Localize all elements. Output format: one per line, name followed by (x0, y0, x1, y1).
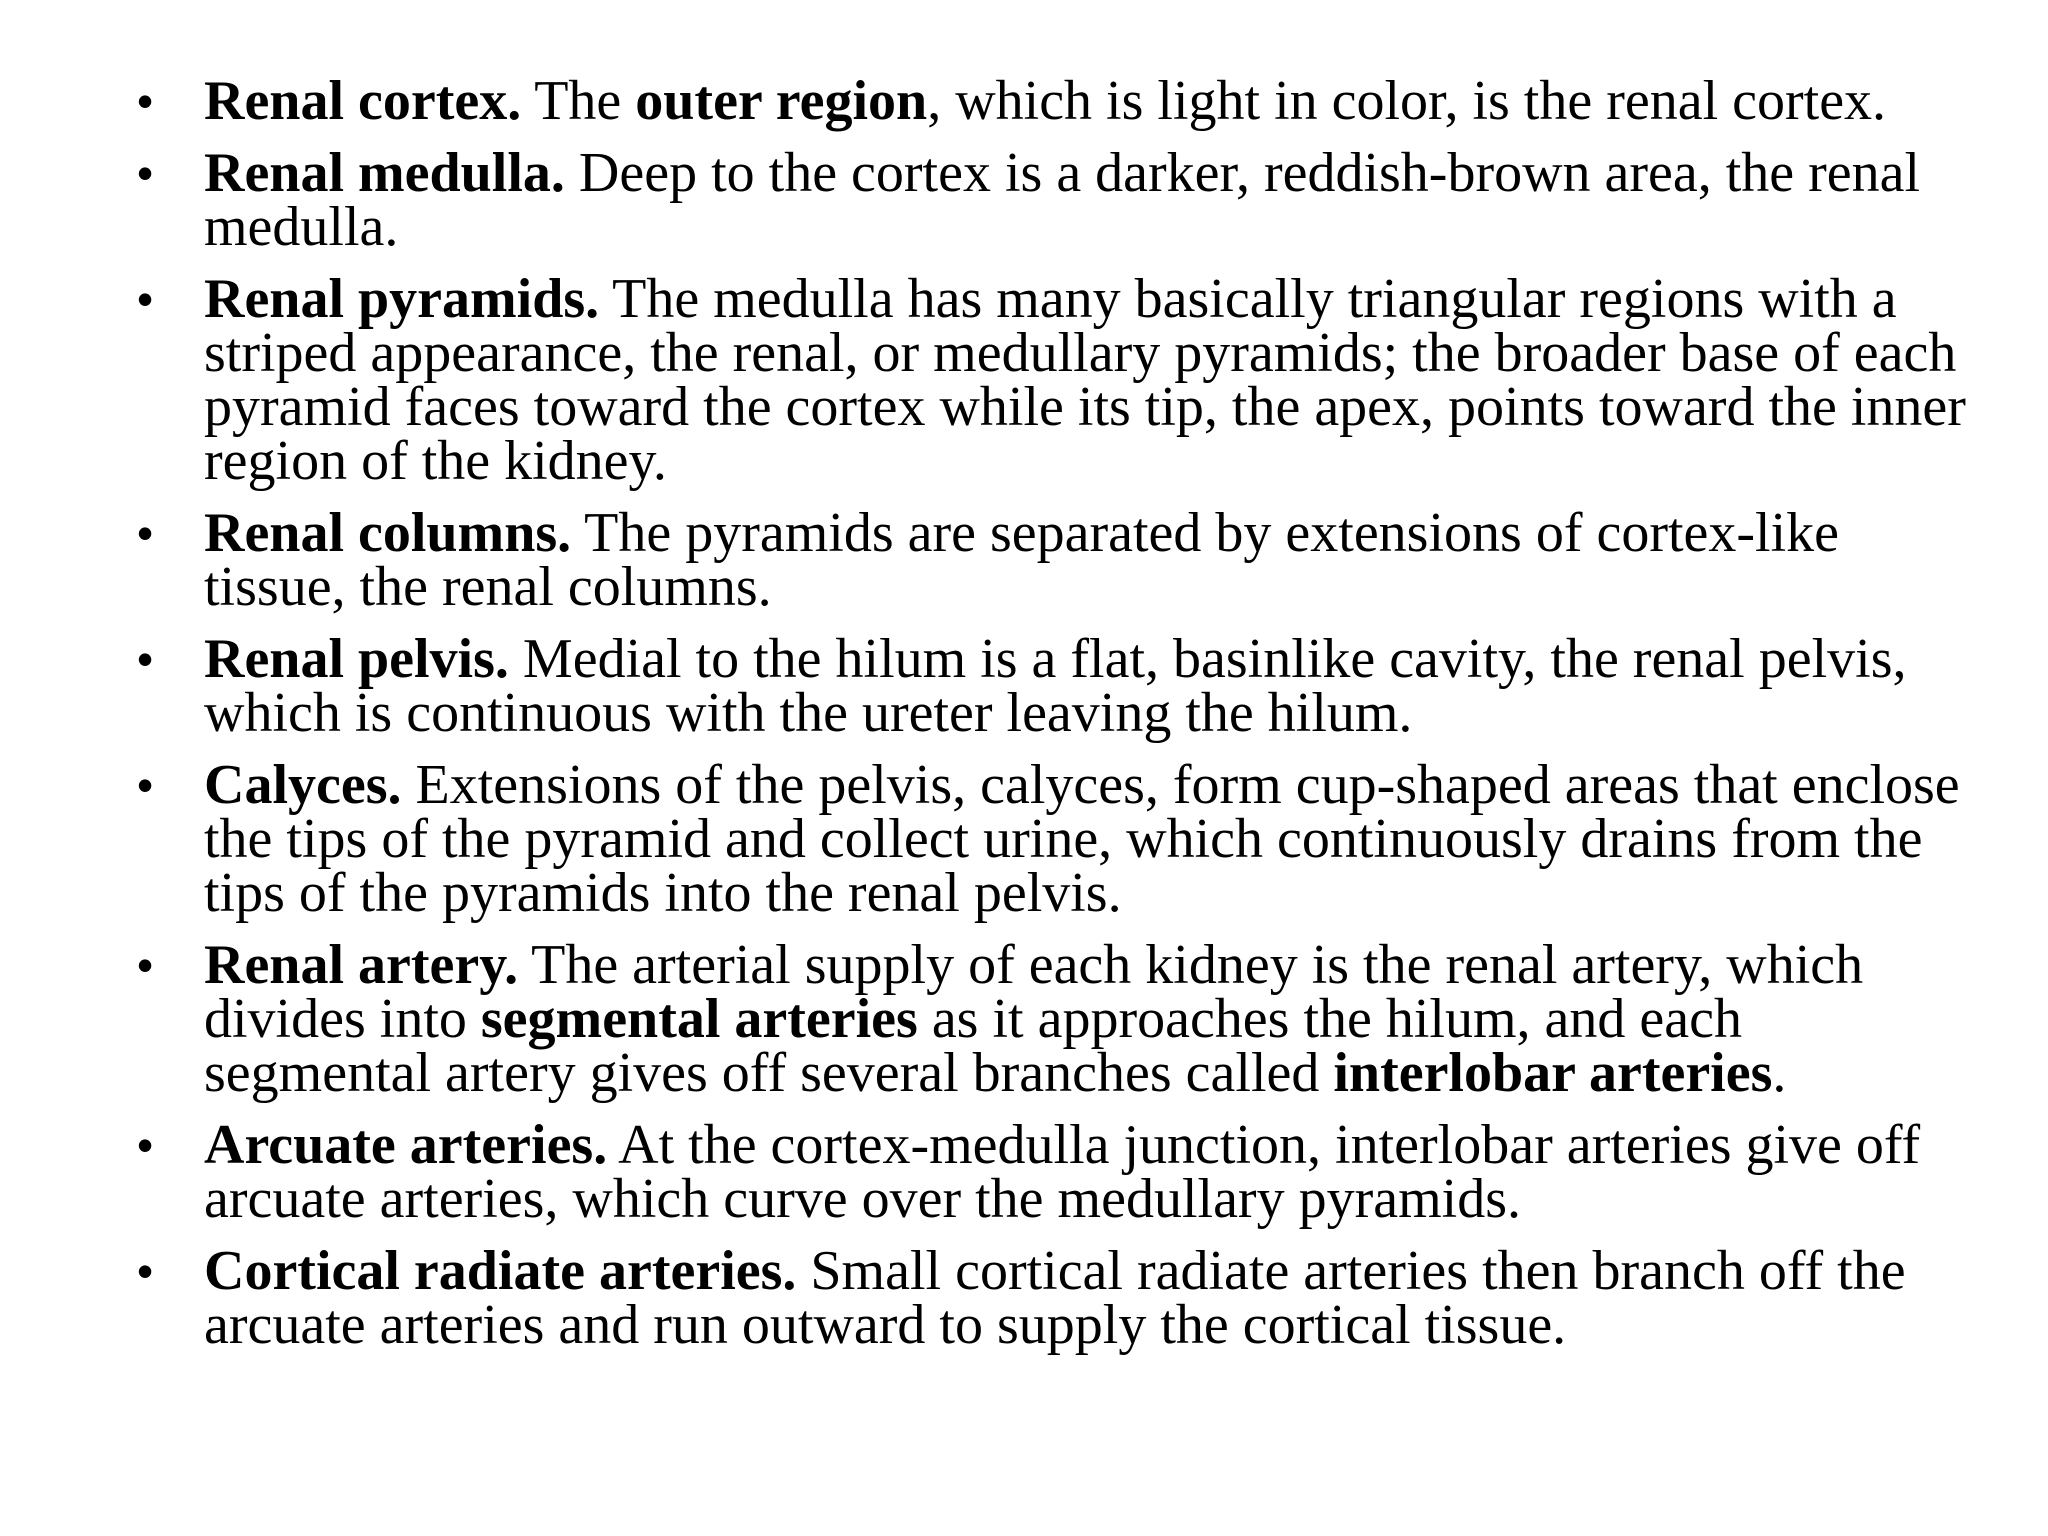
term-heading: Calyces. (204, 754, 402, 816)
term-heading: Cortical radiate arteries. (204, 1240, 797, 1302)
bullet-icon: • (136, 273, 154, 325)
list-item (120, 268, 1980, 492)
emphasis: segmental arteries (480, 988, 918, 1050)
emphasis: interlobar arteries (1333, 1042, 1773, 1104)
term-heading: Renal artery. (204, 934, 519, 996)
term-heading: Renal pyramids. (204, 268, 600, 330)
bullet-icon: • (136, 75, 154, 127)
bullet-list (120, 70, 1980, 1370)
item-text: Calyces. Extensions of the pelvis, calyces, form cup-shaped areas that enclose the tips of the pyramid and collect urine, which continuously drains from the tips of the pyramids into the renal pelvis. (204, 754, 1960, 924)
term-heading: Renal columns. (204, 502, 572, 564)
bullet-icon: • (136, 759, 154, 811)
item-text: Renal cortex. The outer region, which is light in color, is the renal cortex. (204, 70, 1887, 132)
item-text: Renal columns. The pyramids are separated by extensions of cortex-like tissue, the renal columns. (204, 502, 1840, 618)
emphasis: outer region (635, 70, 928, 132)
item-text: Renal artery. The arterial supply of each kidney is the renal artery, which divides into segmental arteries as it approaches the hilum, and each segmental artery gives off several branches called interlobar arteries. (204, 934, 1864, 1104)
term-heading: Renal cortex. (204, 70, 522, 132)
item-text: Arcuate arteries. At the cortex-medulla junction, interlobar arteries give off arcuate arteries, which curve over the medullary pyramids. (204, 1114, 1921, 1230)
item-text: Renal pyramids. The medulla has many basically triangular regions with a striped appearance, the renal, or medullary pyramids; the broader base of each pyramid faces toward the cortex while its tip, the apex, points toward the inner region of the kidney. (204, 268, 1966, 492)
term-heading: Renal medulla. (204, 142, 565, 204)
bullet-icon: • (136, 507, 154, 559)
list-item (120, 142, 1980, 258)
bullet-icon: • (136, 633, 154, 685)
list-item (120, 1240, 1980, 1356)
list-item (120, 934, 1980, 1104)
bullet-icon: • (136, 939, 154, 991)
item-text: Renal medulla. Deep to the cortex is a darker, reddish-brown area, the renal medulla. (204, 142, 1921, 258)
list-item (120, 1114, 1980, 1230)
list-item (120, 70, 1980, 132)
bullet-icon: • (136, 147, 154, 199)
list-item (120, 754, 1980, 924)
list-item (120, 628, 1980, 744)
item-text: Renal pelvis. Medial to the hilum is a flat, basinlike cavity, the renal pelvis, which is continuous with the ureter leaving the hilum. (204, 628, 1907, 744)
term-heading: Arcuate arteries. (204, 1114, 608, 1176)
list-item (120, 502, 1980, 618)
item-text: Cortical radiate arteries. Small cortical radiate arteries then branch off the arcuate arteries and run outward to supply the cortical tissue. (204, 1240, 1906, 1356)
term-heading: Renal pelvis. (204, 628, 509, 690)
bullet-icon: • (136, 1245, 154, 1297)
bullet-icon: • (136, 1119, 154, 1171)
